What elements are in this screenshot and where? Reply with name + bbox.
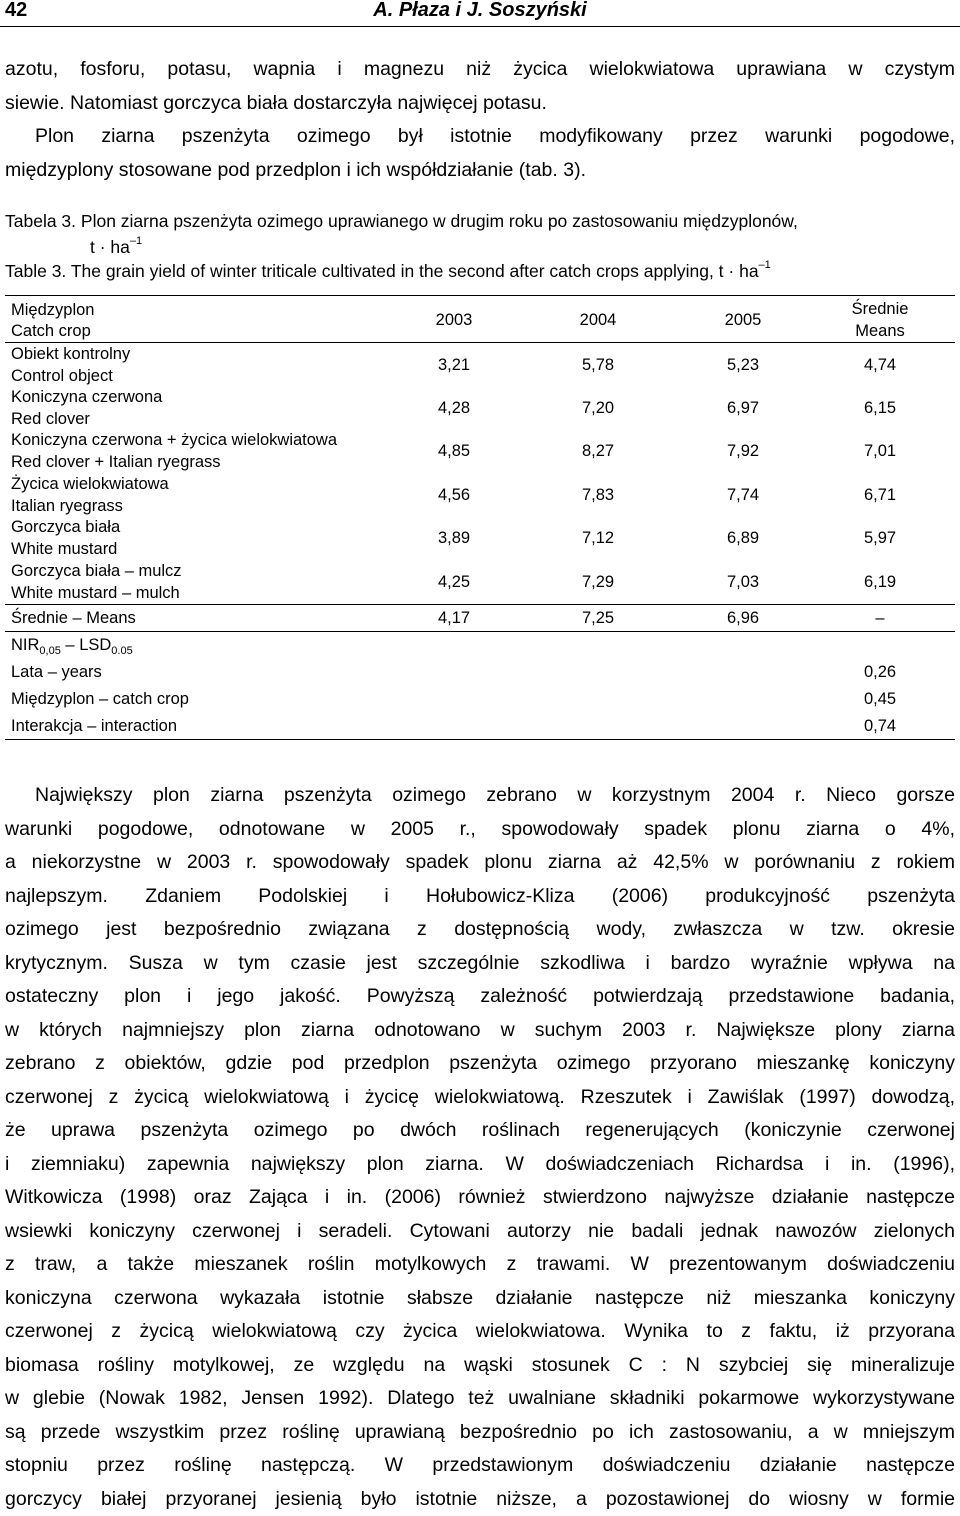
nir-subscript: 0,05	[39, 645, 60, 657]
nir-label: NIR	[11, 636, 39, 654]
row-label-pl: Gorczyca biała – mulcz	[11, 561, 182, 581]
text-line: czerwonej z życicą wielokwiatową czy życica wielokwiatowa. Wynika to z faktu, iż przyorana	[5, 1315, 955, 1349]
table-cell: 7,01	[835, 441, 925, 461]
table-cell: 6,15	[835, 398, 925, 418]
text-line: Witkowicza (1998) oraz Zająca i in. (2006) również stwierdzono najwyższe działanie następcze	[5, 1181, 955, 1215]
caption-pl-unit	[90, 237, 142, 258]
table-rule-bottom	[5, 739, 955, 740]
table-cell: 7,20	[553, 398, 643, 418]
table-cell: 4,85	[409, 441, 499, 461]
table-rule-header	[5, 342, 955, 343]
means-row-label: Średnie – Means	[11, 608, 136, 628]
column-header-2004: 2004	[553, 310, 643, 330]
running-head: A. Płaza i J. Soszyński	[0, 0, 960, 22]
caption-pl	[5, 211, 798, 232]
text-line: a niekorzystne w 2003 r. spowodowały spadek plonu ziarna aż 42,5% w porównaniu z rokiem	[5, 846, 955, 880]
text-line: że uprawa pszenżyta ozimego po dwóch roślinach regenerujących (koniczynie czerwonej	[5, 1114, 955, 1148]
lsd-row-label: Interakcja – interaction	[11, 716, 177, 736]
column-header-catch-crop-pl: Międzyplon	[11, 300, 94, 320]
row-label-en: Italian ryegrass	[11, 496, 123, 516]
table-cell: 7,29	[553, 572, 643, 592]
lsd-row-label: Lata – years	[11, 662, 102, 682]
table-cell: 6,89	[698, 528, 788, 548]
table-cell: 6,71	[835, 485, 925, 505]
paragraph-discussion	[5, 779, 955, 1516]
caption-pl-prefix: Tabela 3.	[5, 211, 76, 231]
column-header-2003: 2003	[409, 310, 499, 330]
text-line: ostateczny plon i jego jakość. Powyższą zależność potwierdzają przedstawione badania,	[5, 980, 955, 1014]
text-line: koniczyna czerwona wykazała istotnie słabsze działanie następcze niż mieszanka koniczyny	[5, 1282, 955, 1316]
row-label-en: Control object	[11, 366, 113, 386]
table-cell: 4,28	[409, 398, 499, 418]
text-line: gorczycy białej przyoranej jesienią było istotnie niższe, a pozostawionej do wiosny w formie	[5, 1483, 955, 1516]
text-line: biomasa rośliny motylkowej, ze względu na wąski stosunek C : N szybciej się mineralizuje	[5, 1349, 955, 1383]
text-line: są przede wszystkim przez roślinę uprawianą bezpośrednio po ich zastosowaniu, a w mniejszym	[5, 1416, 955, 1450]
table-cell: 3,89	[409, 528, 499, 548]
table-rule-top	[5, 295, 955, 296]
table-cell: 7,74	[698, 485, 788, 505]
table-cell: 6,97	[698, 398, 788, 418]
text-line: azotu, fosforu, potasu, wapnia i magnezu niż życica wielokwiatowa uprawiana w czystym	[5, 53, 955, 87]
row-label-pl: Gorczyca biała	[11, 517, 120, 537]
caption-unit-text: t · ha	[90, 237, 130, 257]
text-line: w glebie (Nowak 1982, Jensen 1992). Dlatego też uwalniane składniki pokarmowe wykorzystywane	[5, 1382, 955, 1416]
means-cell: 6,96	[698, 608, 788, 628]
yield-table	[5, 295, 955, 740]
table-cell: 4,25	[409, 572, 499, 592]
means-cell: 7,25	[553, 608, 643, 628]
lsd-subscript: 0.05	[111, 645, 132, 657]
row-label-en: Red clover	[11, 409, 90, 429]
table-cell: 8,27	[553, 441, 643, 461]
text-line: w których najmniejszy plon ziarna odnotowano w suchym 2003 r. Największe plony ziarna	[5, 1014, 955, 1048]
page-header	[0, 0, 960, 27]
caption-en-prefix: Table 3.	[5, 261, 66, 281]
caption-en	[5, 261, 771, 282]
table-cell: 7,83	[553, 485, 643, 505]
table-cell: 4,74	[835, 355, 925, 375]
text-line: Największy plon ziarna pszenżyta ozimego zebrano w korzystnym 2004 r. Nieco gorsze	[5, 779, 955, 813]
paragraph-intro	[5, 53, 955, 187]
row-label-pl: Obiekt kontrolny	[11, 344, 130, 364]
column-header-mean-en: Means	[835, 321, 925, 341]
text-line: z traw, a także mieszanek roślin motylkowych z trawami. W prezentowanym doświadczeniu	[5, 1248, 955, 1282]
column-header-mean-pl: Średnie	[835, 299, 925, 319]
means-cell: 4,17	[409, 608, 499, 628]
row-label-en: White mustard	[11, 539, 117, 559]
text-line: i ziemniaku) zapewnia największy plon ziarna. W doświadczeniach Richardsa i in. (1996),	[5, 1148, 955, 1182]
text-line: Plon ziarna pszenżyta ozimego był istotnie modyfikowany przez warunki pogodowe,	[5, 120, 955, 154]
caption-exponent: –1	[130, 235, 142, 247]
table-cell: 5,78	[553, 355, 643, 375]
text-line: warunki pogodowe, odnotowane w 2005 r., spowodowały spadek plonu ziarna o 4%,	[5, 813, 955, 847]
lsd-row-value: 0,26	[835, 662, 925, 682]
table-cell: 7,12	[553, 528, 643, 548]
lsd-row-value: 0,74	[835, 716, 925, 736]
table-cell: 6,19	[835, 572, 925, 592]
text-line: ozimego jest bezpośrednio związana z dostępnością wody, zwłaszcza w tzw. okresie	[5, 913, 955, 947]
row-label-en: Red clover + Italian ryegrass	[11, 452, 221, 472]
table-cell: 4,56	[409, 485, 499, 505]
caption-exponent: –1	[759, 259, 771, 271]
text-line: międzyplony stosowane pod przedplon i ich współdziałanie (tab. 3).	[5, 154, 955, 188]
row-label-pl: Koniczyna czerwona	[11, 387, 162, 407]
table-cell: 5,23	[698, 355, 788, 375]
text-line: stopniu przez roślinę następczą. W przedstawionym doświadczeniu działanie następcze	[5, 1449, 955, 1483]
table-rule-means-bottom	[5, 631, 955, 632]
means-cell: –	[835, 608, 925, 628]
table-cell: 5,97	[835, 528, 925, 548]
lsd-row-label: Międzyplon – catch crop	[11, 689, 189, 709]
row-label-pl: Koniczyna czerwona + życica wielokwiatowa	[11, 430, 337, 450]
column-header-catch-crop-en: Catch crop	[11, 321, 91, 341]
row-label-en: White mustard – mulch	[11, 583, 180, 603]
text-line: czerwonej z życicą wielokwiatową i życicę wielokwiatową. Rzeszutek i Zawiślak (1997) dowodzą,	[5, 1081, 955, 1115]
table-cell: 7,03	[698, 572, 788, 592]
lsd-row-value: 0,45	[835, 689, 925, 709]
text-line: krytycznym. Susza w tym czasie jest szczególnie szkodliwa i bardzo wyraźnie wpływa na	[5, 947, 955, 981]
page-number: 42	[5, 0, 27, 22]
table-rule-means-top	[5, 604, 955, 605]
text-line: siewie. Natomiast gorczyca biała dostarczyła najwięcej potasu.	[5, 87, 955, 121]
row-label-pl: Życica wielokwiatowa	[11, 474, 169, 494]
text-line: zebrano z obiektów, gdzie pod przedplon pszenżyta ozimego przyorano mieszankę koniczyny	[5, 1047, 955, 1081]
table-cell: 7,92	[698, 441, 788, 461]
text-line: najlepszym. Zdaniem Podolskiej i Hołubowicz-Kliza (2006) produkcyjność pszenżyta	[5, 880, 955, 914]
lsd-heading	[11, 635, 133, 657]
lsd-label: – LSD	[61, 636, 111, 654]
column-header-2005: 2005	[698, 310, 788, 330]
text-line: wsiewki koniczyny czerwonej i seradeli. Cytowani autorzy nie badali jednak nawozów zielonych	[5, 1215, 955, 1249]
caption-en-text: The grain yield of winter triticale cultivated in the second after catch crops applying, t · ha	[71, 261, 759, 281]
table-cell: 3,21	[409, 355, 499, 375]
caption-pl-text: Plon ziarna pszenżyta ozimego uprawianego w drugim roku po zastosowaniu międzyplonów,	[81, 211, 798, 231]
